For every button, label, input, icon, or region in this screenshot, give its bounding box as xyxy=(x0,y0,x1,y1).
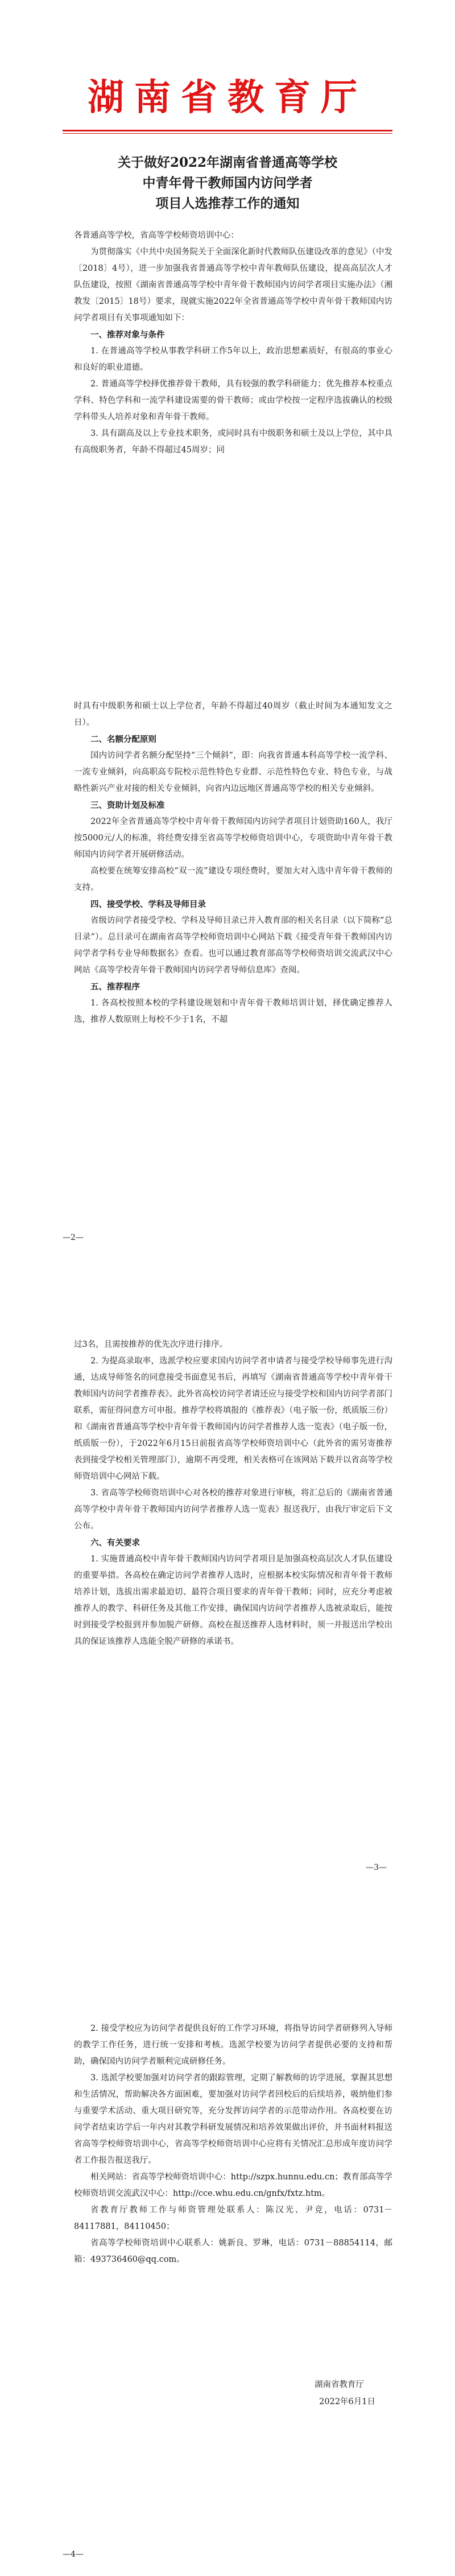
section-3-paragraph-1: 2022年全省普通高等学校中青年骨干教师国内访问学者项目计划资助160人，我厅按5000元/人的标准，将经费安排至省高等学校师资培训中心，专项资助中青年骨干教师国内访问学者开展研修活动。 xyxy=(74,817,392,859)
section-5-item-1-continued: 过3名，且需按推荐的优先次序进行排序。 xyxy=(74,1340,228,1349)
section-6-item-3: 3. 选派学校要加强对访问学者的跟踪管理，定期了解教师的访学进展，掌握其思想和生活情况，帮助解决各方面困难，要加强对访问学者回校后的后续培养，吸纳他们参与重要学术活动、重大项目研究等，充分发挥访问学者的示范带动作用。各高校要在访问学者结束访学后一年内对其教学科研发展情况和培养效果做出评价，并书面材料报送省高等学校师资培训中心，省高等学校师资培训中心应将有关情况汇总形成年度访问学者工作报告报送我厅。 xyxy=(74,2074,392,2165)
section-5-item-2: 2. 为提高录取率，选派学校应要求国内访问学者申请者与接受学校导师事先进行沟通，达成导师签名的同意接受书面意见书后，再填写《湖南省普通高等学校中青年骨干教师国内访问学者推荐表》。此外省高校访问学者请还应与接受学校和国内访问学者部门联系，需征得同意方可申报。推荐学校将填报的《推荐表》（电子版一份，纸质版三份）和《湖南省普通高等学校中青年骨干教师国内访问学者推荐人选一览表》（电子版一份，纸质版一份），于2022年6月15日前报省高等学校师资培训中心（此外省的需另寄推荐表到接受学校相关管理部门），逾期不再受理，相关表格可在该网站下载并以省高等学校师资培训中心网站下载。 xyxy=(74,1357,392,1481)
signature-block xyxy=(74,2376,392,2410)
page-number-2: —2— xyxy=(63,1233,84,1242)
signature-org: 湖南省教育厅 xyxy=(315,2380,364,2389)
contact-websites: 相关网站：省高等学校师资培训中心：http://szpx.hunnu.edu.cn；教育部高等学校师资培训交流武汉中心：http://cce.whu.edu.cn/gnfx/fxtz.htm。 xyxy=(74,2173,392,2198)
section-6-heading: 六、有关要求 xyxy=(90,1538,140,1548)
intro-paragraph: 为贯彻落实《中共中央国务院关于全面深化新时代教师队伍建设改革的意见》（中发〔2018〕4号），进一步加强我省普通高等学校中青年教师队伍建设，提高高层次人才队伍建设，按照《湖南省普通高等学校中青年骨干教师国内访问学者项目实施办法》（湘教发〔2015〕18号）要求，现就实施2022年全省普通高等学校中青年骨干教师国内访问学者项目有关事项通知如下： xyxy=(74,248,392,323)
body-page-2 xyxy=(74,698,392,1028)
section-3-heading: 三、资助计划及标准 xyxy=(90,801,165,810)
section-1-heading: 一、推荐对象与条件 xyxy=(90,330,165,340)
salutation: 各普通高等学校，省高等学校师资培训中心： xyxy=(74,231,239,240)
masthead-title: 湖南省教育厅 xyxy=(88,76,367,119)
section-1-item-2: 2. 普通高等学校择优推荐骨干教师，具有较强的教学科研能力；优先推荐本校重点学科、特色学科和一流学科建设需要的骨干教师；或由学校按一定程序选拔确认的校级学科带头人培养对象和青年骨干教师。 xyxy=(74,380,392,422)
section-4-paragraph: 省级访问学者接受学校、学科及导师目录已并入教育部的相关名目录（以下简称“总目录”）。总目录可在湖南省高等学校师资培训中心网站下载《接受青年骨干教师国内访问学者学科专业导师数据名》查看。也可以通过教育部高等学校师资培训交流武汉中心网站《高等学校青年骨干教师国内访问学者导师信息库》查阅。 xyxy=(74,916,392,975)
page-1 xyxy=(0,0,455,644)
page-number-4: —4— xyxy=(63,2550,84,2559)
section-2-paragraph: 国内访问学者名额分配坚持“三个倾斜”，即：向我省普通本科高等学校一流学科、一流专业倾斜，向高职高专院校示范性特色专业群、示范性特色专业、特色专业，与战略性新兴产业对接的相关专业倾斜，向省内边远地区普通高等学校的相关专业倾斜。 xyxy=(74,751,392,793)
page-3 xyxy=(0,1288,455,1932)
section-2-heading: 二、名额分配原则 xyxy=(90,735,156,744)
title-line-2: 中青年骨干教师国内访问学者 xyxy=(142,175,313,191)
page-number-3: —3— xyxy=(366,1863,387,1872)
section-5-heading: 五、推荐程序 xyxy=(90,982,140,992)
section-6-item-2: 2. 接受学校应为访问学者提供良好的工作学习环境，将指导访问学者研修列入导师的教学工作任务，进行统一安排和考核。选派学校要为访问学者提供必要的支持和帮助，确保国内访问学者顺利完成研修任务。 xyxy=(74,2024,392,2066)
masthead-red-rule-thin xyxy=(63,133,392,134)
title-line-1: 关于做好2022年湖南省普通高等学校 xyxy=(117,155,337,170)
signature-date: 2022年6月1日 xyxy=(319,2397,375,2406)
page-4 xyxy=(0,1932,455,2576)
body-page-4 xyxy=(74,2021,392,2268)
title-line-3: 项目人选推荐工作的通知 xyxy=(155,196,300,211)
section-5-item-3: 3. 省高等学校师资培训中心对各校的推荐对象进行审核，将汇总后的《湖南省普通高等学校中青年骨干教师国内访问学者推荐人选一览表》报送我厅，由我厅审定后下文公布。 xyxy=(74,1489,392,1531)
contact-training-center: 省高等学校师资培训中心联系人：姚新良、罗琳，电话：0731－88854114，邮箱：493736460@qq.com。 xyxy=(74,2239,392,2264)
section-5-item-1: 1. 各高校按照本校的学科建设规划和中青年骨干教师培训计划，择优确定推荐人选，推荐人数原则上每校不少于1名，不超 xyxy=(74,999,392,1024)
document-title xyxy=(68,153,387,214)
section-3-paragraph-2: 高校要在统筹安排高校“双一流”建设专项经费时，要加大对入选中青年骨干教师的支持。 xyxy=(74,867,392,892)
page-2 xyxy=(0,644,455,1288)
section-6-item-1: 1. 实施普通高校中青年骨干教师国内访问学者项目是加强高校高层次人才队伍建设的重要举措。各高校在确定访问学者推荐人选时，应根据本校实际情况和青年骨干教师培养计划，选拔出需求最迫切、最符合项目要求的青年骨干教师；同时，应充分考虑被推荐人的教学、科研任务及其他工作安排，确保国内访问学者推荐人选被录取后，能按时到接受学校报到并参加脱产研修。高校在报送推荐人选材料时，须一并报送出学校出具的保证该推荐人选能全脱产研修的承诺书。 xyxy=(74,1555,392,1646)
contact-department: 省教育厅教师工作与师资管理处联系人：陈汉光、尹竞，电话：0731－84117881，84110450； xyxy=(74,2206,392,2231)
masthead-red-rule xyxy=(63,130,392,131)
section-1-item-3-continued: 时具有中级职务和硕士以上学位者，年龄不得超过40周岁（截止时间为本通知发文之日）。 xyxy=(74,702,392,727)
body-page-3 xyxy=(74,1337,392,1650)
section-4-heading: 四、接受学校、学科及导师目录 xyxy=(90,900,206,909)
section-1-item-1: 1. 在普通高等学校从事教学科研工作5年以上，政治思想素质好，有很高的事业心和良好的职业道德。 xyxy=(74,347,392,372)
body-page-1 xyxy=(74,228,392,459)
section-1-item-3: 3. 具有副高及以上专业技术职务，或同时具有中级职务和硕士及以上学位，其中具有高级职务者，年龄不得超过45周岁；同 xyxy=(74,429,392,455)
